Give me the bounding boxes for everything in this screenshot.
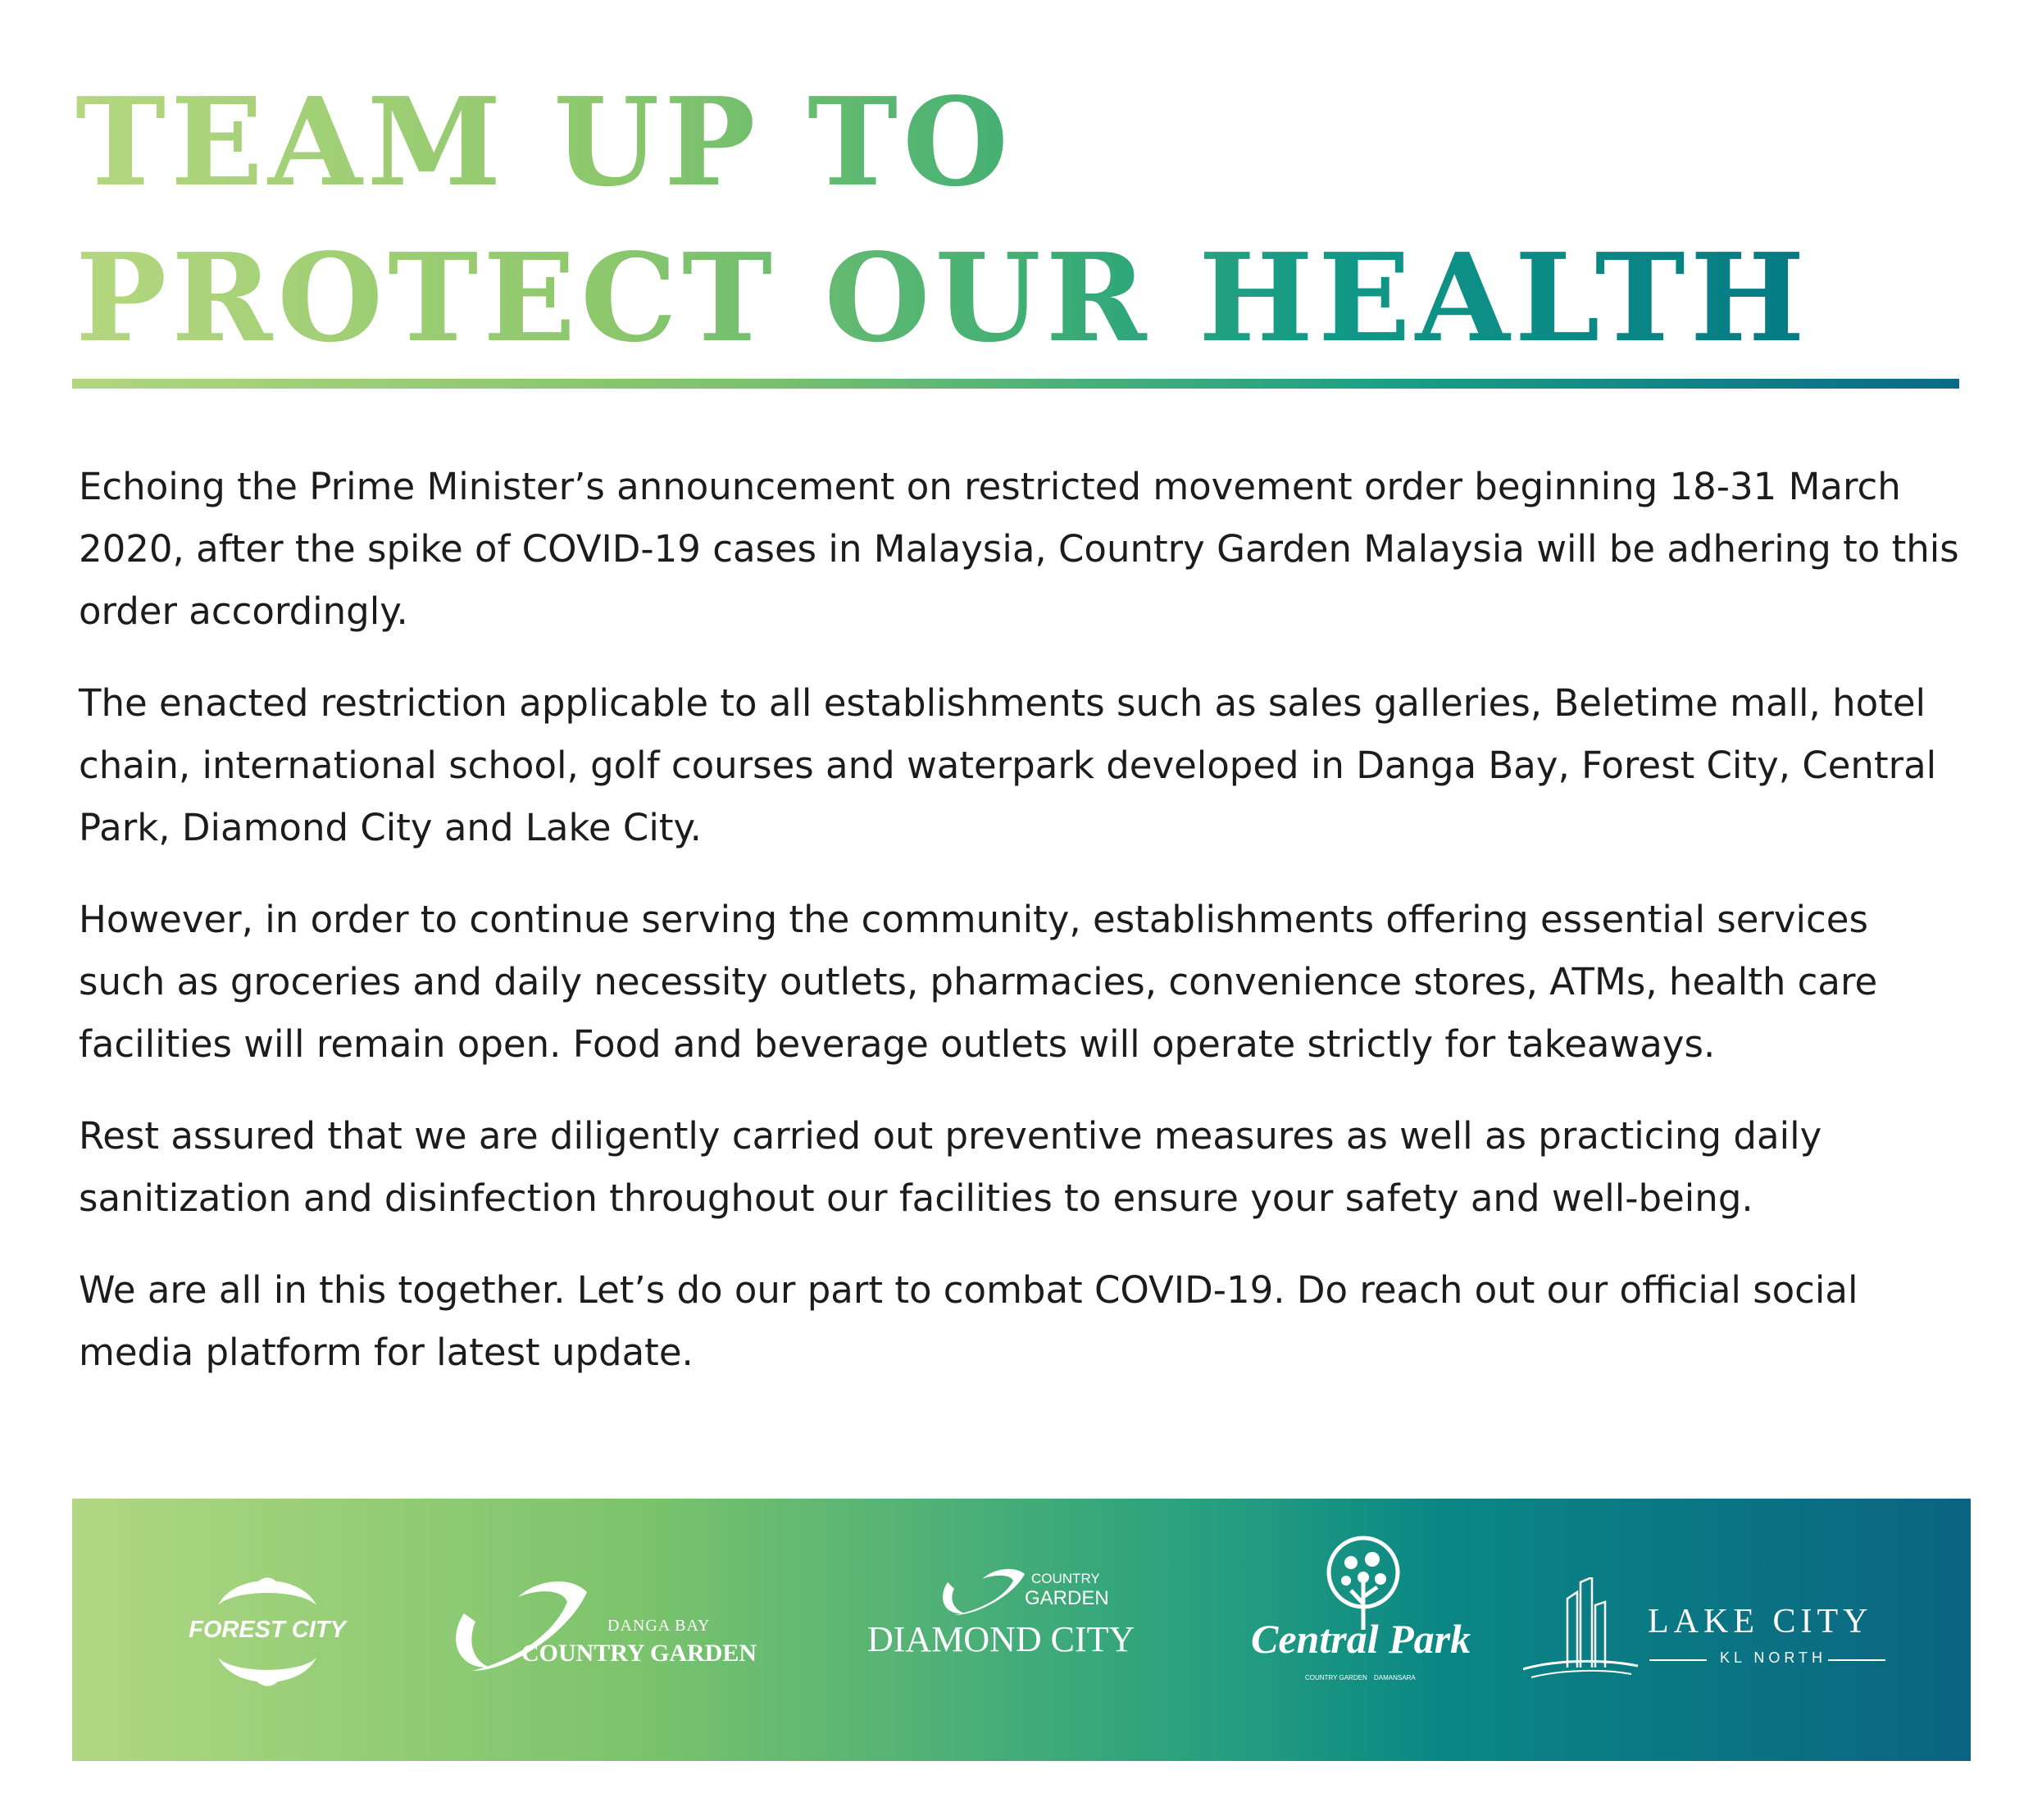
diamond-city-swoosh-icon	[933, 1566, 1039, 1623]
lake-city-sub-text: KL NORTH	[1720, 1649, 1827, 1666]
lake-city-sub-line-left	[1649, 1659, 1707, 1661]
headline-line-2: PROTECT OUR HEALTH	[75, 226, 1810, 369]
forest-city-logo	[185, 1558, 349, 1705]
logo-banner	[72, 1499, 1971, 1761]
paragraph-2: The enacted restriction applicable to all establishments such as sales galleries, Beletime mall, hotel chain, international school, golf courses and waterpark developed in Danga Bay, Forest City, Central Park, Diamond City and Lake City.	[79, 681, 1937, 849]
central-park-text: Central Park	[1251, 1616, 1471, 1662]
central-park-logo	[1251, 1533, 1480, 1730]
paragraph-3: However, in order to continue serving the community, establishments offering essential services such as groceries and daily necessity outlets, pharmacies, convenience stores, ATMs, health care facilities will remain open. Food and beverage outlets will operate strictly for takeaways.	[79, 898, 1878, 1066]
headline	[75, 64, 1994, 375]
headline-line-1: TEAM UP TO	[75, 71, 1014, 213]
paragraph-5: We are all in this together. Let’s do our part to combat COVID-19. Do reach out our official social media platform for latest update.	[79, 1268, 1858, 1374]
diamond-city-top-text-2: GARDEN	[1025, 1587, 1109, 1609]
diamond-city-top-text-1: COUNTRY	[1031, 1571, 1100, 1586]
diamond-city-logo	[867, 1563, 1179, 1694]
lake-city-text: LAKE CITY	[1648, 1603, 1873, 1640]
announcement-body	[79, 456, 1964, 1413]
central-park-sub-1: COUNTRY GARDEN	[1305, 1674, 1367, 1681]
danga-bay-top-text: DANGA BAY	[607, 1617, 711, 1635]
country-garden-swoosh-icon	[439, 1572, 603, 1687]
lake-city-sub-line-right	[1828, 1659, 1885, 1661]
paragraph-1: Echoing the Prime Minister’s announcement on restricted movement order beginning 18-31 March 2020, after the spike of COVID-19 cases in Malaysia, Country Garden Malaysia will be adhering to this order accordingly.	[79, 465, 1959, 633]
forest-city-text: FOREST CITY	[189, 1617, 346, 1643]
paragraph-4: Rest assured that we are diligently carried out preventive measures as well as practicing daily sanitization and disinfection throughout our facilities to ensure your safety and well-being.	[79, 1114, 1822, 1220]
danga-bay-bottom-text: COUNTRY GARDEN	[521, 1640, 757, 1667]
diamond-city-bottom-text: DIAMOND CITY	[867, 1619, 1135, 1659]
central-park-sub-2: DAMANSARA	[1374, 1674, 1416, 1681]
danga-bay-logo	[439, 1572, 784, 1695]
lake-city-logo	[1523, 1577, 1900, 1684]
skyline-icon	[1523, 1577, 1638, 1684]
gradient-divider	[72, 379, 1959, 389]
